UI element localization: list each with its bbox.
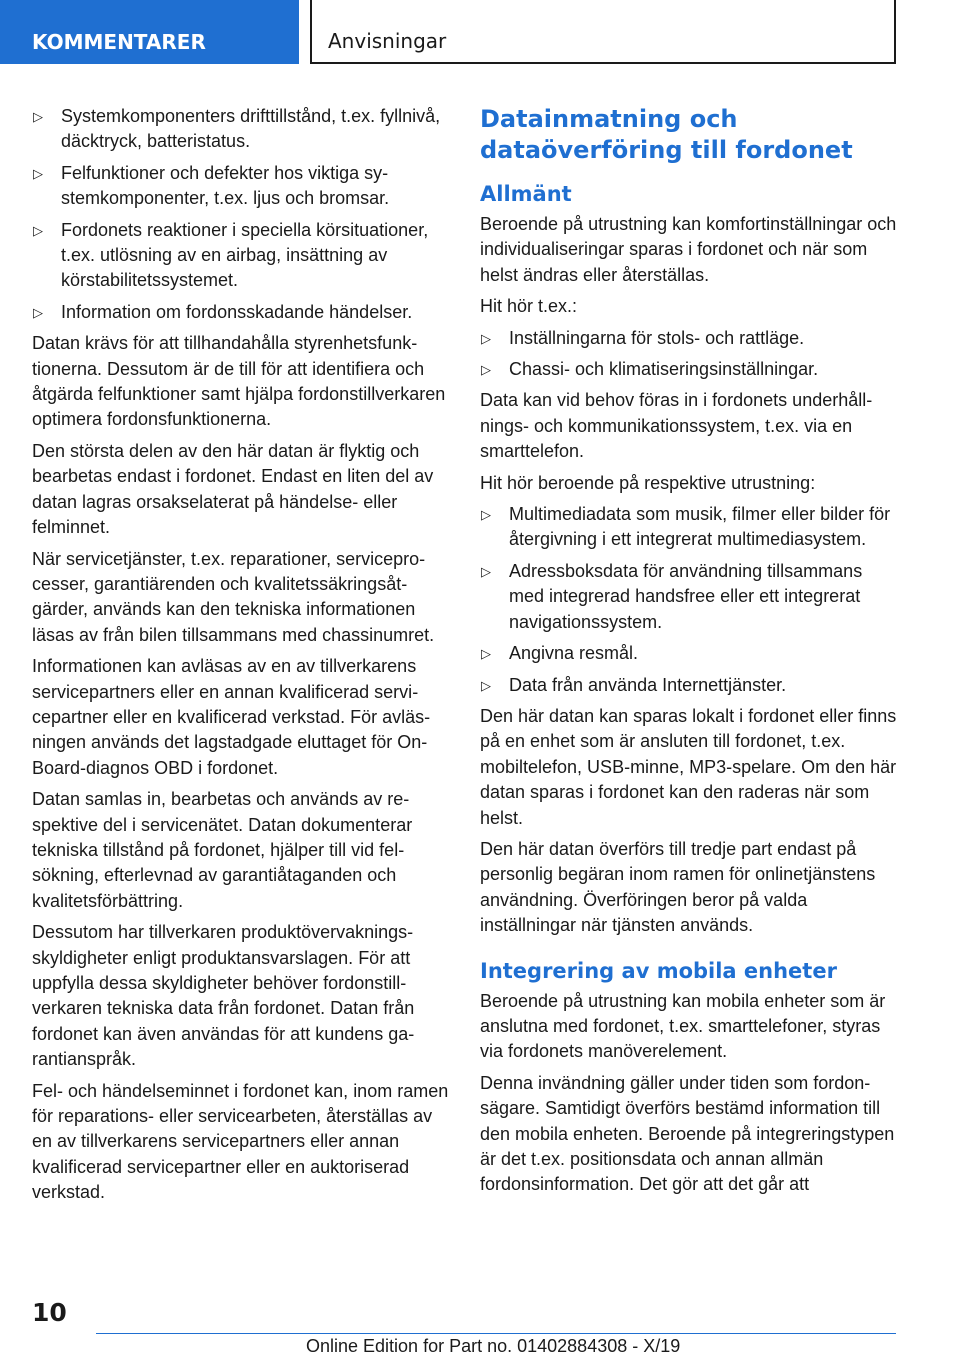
list-item: ▷ Felfunktioner och defekter hos viktiga systemkomponenter, t.ex. ljus och bromsar. (33, 162, 390, 209)
body-paragraph: Den här datan överförs till tredje part endast på personlig begäran inom ramen för onlinetjänstens användning. Överföringen beror på valda inställningar när tjänsten används. (480, 838, 876, 936)
equipment-list (480, 502, 898, 698)
body-paragraph: Fel- och händelseminnet i fordonet kan, inom ramen för reparations- eller servicearbeten, återställas av en av tillverkarens servicepartners eller annan kvalificerad servicepartner eller en auktoriserad verkstad. (32, 1080, 449, 1203)
page-number: 10 (32, 1298, 67, 1327)
list-item: ▷ Information om fordonsskadande händelser. (32, 300, 450, 325)
status-list (32, 104, 450, 325)
triangle-bullet-icon: ▷ (481, 507, 491, 523)
section-heading: Datainmatning och dataöverföring till fordonet (480, 105, 853, 164)
list-item: ▷ Chassi- och klimatiseringsinställningar. (480, 357, 898, 382)
triangle-bullet-icon: ▷ (481, 677, 491, 693)
right-column (480, 104, 898, 1204)
list-item: ▷ Adressboksdata för användning tillsammans med integrerad handsfree eller ett integrerat navigationssystem. (481, 560, 863, 632)
body-paragraph: Denna invändning gäller under tiden som fordonsägare. Samtidigt överförs bestämd information till den mobila enheten. Beroende på integreringstypen är det t.ex. positionsdata och annan allmän fordonsinformation. Det gör att det går att (480, 1072, 895, 1195)
triangle-bullet-icon: ▷ (33, 222, 43, 238)
body-paragraph: Den här datan kan sparas lokalt i fordonet eller finns på en enhet som är ansluten till fordonet, t.ex. mobiltelefon, USB-minne, MP3-spelare. Om den här datan sparas i fordonet kan den raderas när som helst. (480, 705, 897, 828)
subsection-heading-mobila: Integrering av mobila enheter (480, 958, 837, 983)
list-item: ▷ Data från använda Internettjänster. (480, 673, 898, 698)
triangle-bullet-icon: ▷ (481, 362, 491, 378)
list-item: ▷ Fordonets reaktioner i speciella körsituationer, t.ex. utlösning av en airbag, insättning av körstabilitetssystemet. (33, 219, 429, 291)
triangle-bullet-icon: ▷ (33, 304, 43, 320)
footer-divider (96, 1333, 896, 1334)
edition-footer: Online Edition for Part no. 01402884308 - X/19 (306, 1336, 681, 1356)
triangle-bullet-icon: ▷ (481, 646, 491, 662)
body-paragraph: Hit hör t.ex.: (480, 296, 578, 317)
body-paragraph: Beroende på utrustning kan komfortinställningar och individualiseringar sparas i fordonet och när som helst ändras eller återställas. (480, 214, 897, 285)
subsection-heading-allmant: Allmänt (480, 182, 572, 206)
body-paragraph: När servicetjänster, t.ex. reparationer, serviceprocesser, garantiärenden och kvalitetssäkringsåtgärder, används kan den tekniska informationen läsas av från bilen tillsammans med chassinumret. (32, 548, 435, 645)
triangle-bullet-icon: ▷ (481, 563, 491, 579)
body-paragraph: Informationen kan avläsas av en av tillverkarens servicepartners eller en annan kvalificerad servicepartner eller en kvalificerad verkstad. För avläsningen används det lagstadgade eluttaget för On-Board-diagnos OBD i fordonet. (32, 656, 431, 778)
body-paragraph: Den största delen av den här datan är flyktig och bearbetas endast i fordonet. Endast en liten del av datan lagras orsakselaterat på händelse- eller felminnet. (32, 440, 434, 538)
list-item: ▷ Systemkomponenters drifttillstånd, t.ex. fyllnivå, däcktryck, batteristatus. (33, 106, 441, 152)
list-item: ▷ Multimediadata som musik, filmer eller bilder för återgivning i ett integrerat multimediasystem. (481, 504, 891, 550)
body-paragraph: Beroende på utrustning kan mobila enheter som är anslutna med fordonet, t.ex. smarttelefoner, styras via fordonets manöverelement. (480, 990, 886, 1062)
triangle-bullet-icon: ▷ (33, 165, 43, 181)
list-item: ▷ Angivna resmål. (480, 641, 898, 666)
settings-list (480, 326, 898, 383)
body-paragraph: Datan krävs för att tillhandahålla styrenhetsfunktionerna. Dessutom är de till för att identifiera och åtgärda felfunktioner samt hjälpa fordonstillverkaren optimera fordonsfunktionerna. (32, 333, 446, 430)
body-paragraph: Datan samlas in, bearbetas och används av respektive del i servicenätet. Datan dokumenterar tekniska tillstånd på fordonet, hjälper till vid felsökning, efterlevnad av garantiåtaganden och kvalitetsförbättring. (32, 789, 413, 911)
left-column (32, 104, 450, 1212)
body-paragraph: Data kan vid behov föras in i fordonets underhållnings- och kommunikationssystem, t.ex. via en smarttelefon. (480, 390, 873, 462)
list-item: ▷ Inställningarna för stols- och rattläge. (480, 326, 898, 351)
section-tab: KOMMENTARER (0, 0, 299, 64)
triangle-bullet-icon: ▷ (481, 330, 491, 346)
triangle-bullet-icon: ▷ (33, 109, 43, 124)
body-paragraph: Dessutom har tillverkaren produktövervakningsskyldigheter enligt produktansvarslagen. För att uppfylla dessa skyldigheter behöver fordonstillverkaren tekniska data från fordonet. Datan från fordonet kan även användas för att kundens garantianspråk. (32, 922, 415, 1070)
body-paragraph: Hit hör beroende på respektive utrustning: (480, 472, 816, 493)
subsection-title: Anvisningar (310, 0, 896, 64)
